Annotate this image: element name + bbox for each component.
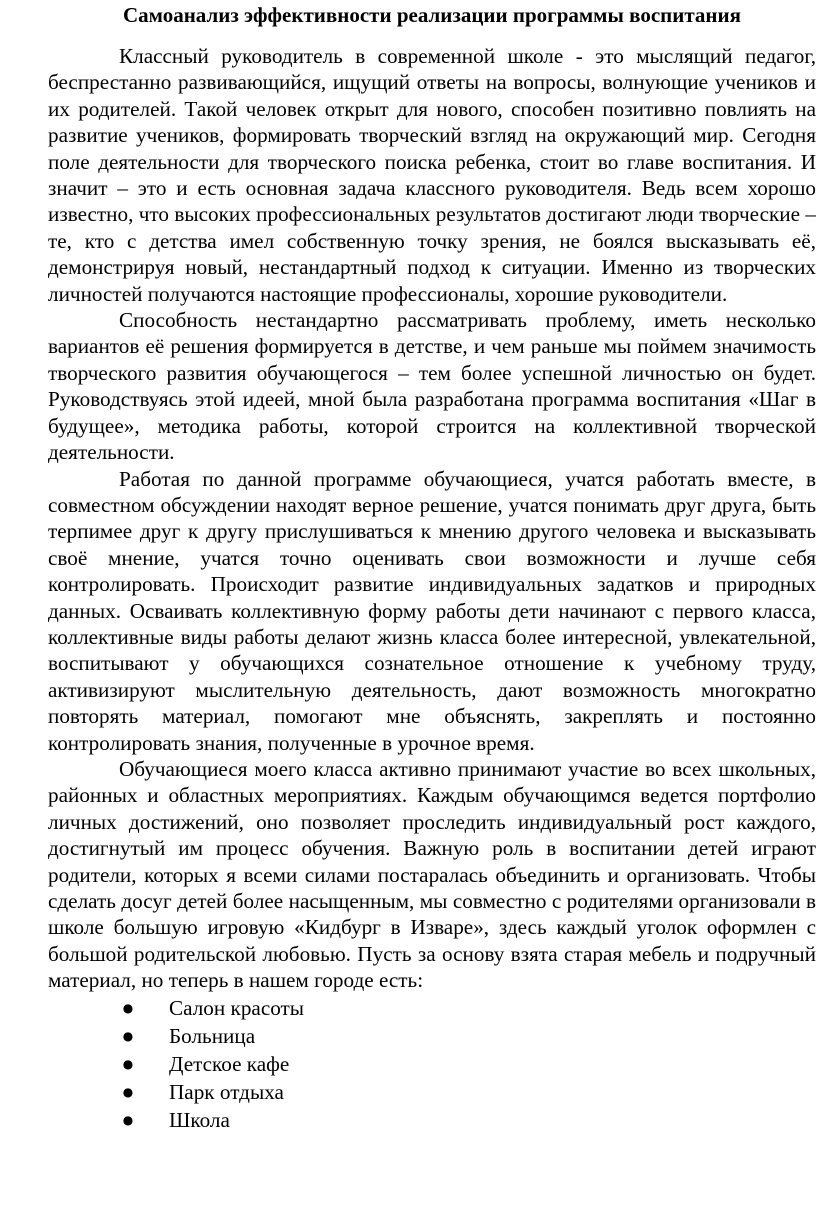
list-item (48, 1078, 816, 1106)
document-title: Самоанализ эффективности реализации программы воспитания (123, 3, 741, 27)
list-item (48, 994, 816, 1022)
facilities-list (48, 994, 816, 1135)
list-item-label: Больница (169, 1023, 256, 1048)
list-item (48, 1106, 816, 1134)
list-item (48, 1050, 816, 1078)
bullet-icon: ● (122, 1057, 134, 1071)
paragraph-2: Способность нестандартно рассматривать проблему, иметь несколько вариантов её решения формируется в детстве, и чем раньше мы поймем значимость творческого развития обучающегося – тем более успешной личностью он будет. Руководствуясь этой идеей, мной была разработана программа воспитания «Шаг в будущее», методика работы, которой строится на коллективной творческой деятельности. (48, 308, 816, 465)
bullet-icon: ● (122, 1028, 134, 1043)
list-item-label: Салон красоты (169, 995, 305, 1020)
list-item-label: Школа (169, 1108, 230, 1133)
list-item-label: Детское кафе (169, 1052, 290, 1076)
bullet-icon: ● (122, 1085, 134, 1100)
paragraph-4: Обучающиеся моего класса активно принимают участие во всех школьных, районных и областных мероприятиях. Каждым обучающимся ведется портфолио личных достижений, оно позволяет проследить индивидуальный рост каждого, достигнутый им процесс обучения. Важную роль в воспитании детей играют родители, которых я всеми силами постаралась объединить и организовать. Чтобы сделать досуг детей более насыщенным, мы совместно с родителями организовали в школе большую игровую «Кидбург в Изваре», здесь каждый уголок оформлен с большой родительской любовью. Пусть за основу взята старая мебель и подручный материал, но теперь в нашем городе есть: (48, 756, 816, 993)
bullet-icon: ● (122, 1113, 134, 1128)
paragraph-3: Работая по данной программе обучающиеся, учатся работать вместе, в совместном обсуждении находят верное решение, учатся понимать друг друга, быть терпимее друг к другу прислушиваться к мнению другого человека и высказывать своё мнение, учатся точно оценивать свои возможности и лучше себя контролировать. Происходит развитие индивидуальных задатков и природных данных. Осваивать коллективную форму работы дети начинают с первого класса, коллективные виды работы делают жизнь класса более интересной, увлекательной, воспитывают у обучающихся сознательное отношение к учебному труду, активизируют мыслительную деятельность, дают возможность многократно повторять материал, помогают мне объяснять, закреплять и постоянно контролировать знания, полученные в урочное время. (48, 466, 816, 755)
list-item-label: Парк отдыха (169, 1080, 284, 1105)
bullet-icon: ● (122, 1000, 134, 1015)
list-item (48, 1022, 816, 1050)
document-body (48, 43, 816, 1135)
paragraph-1: Классный руководитель в современной школе - это мыслящий педагог, беспрестанно развивающийся, ищущий ответы на вопросы, волнующие учеников и их родителей. Такой человек открыт для нового, способен позитивно повлиять на развитие учеников, формировать творческий взгляд на окружающий мир. Сегодня поле деятельности для творческого поиска ребенка, стоит во главе воспитания. И значит – это и есть основная задача классного руководителя. Ведь всем хорошо известно, что высоких профессиональных результатов достигают люди творческие – те, кто с детства имел собственную точку зрения, не боялся высказывать её, демонстрируя новый, нестандартный подход к ситуации. Именно из творческих личностей получаются настоящие профессионалы, хорошие руководители. (48, 44, 816, 306)
